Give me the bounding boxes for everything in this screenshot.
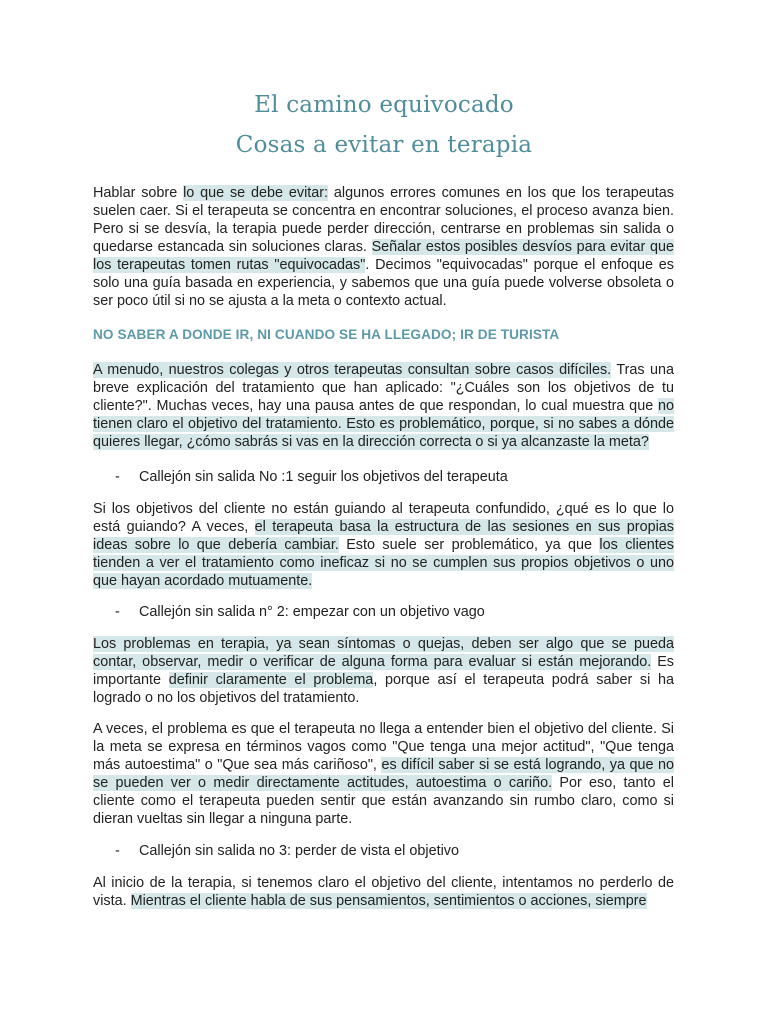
document-title: El camino equivocado bbox=[254, 92, 514, 118]
text-run: Si los objetivos del cliente no están guiando al terapeuta confundido, ¿qué es lo que lo está guiando? A veces, bbox=[93, 501, 674, 535]
bullet-dash: - bbox=[115, 469, 120, 485]
text-run: algunos errores comunes en los que los terapeutas suelen caer. Si el terapeuta se concentra en encontrar soluciones, el proceso avanza bien. Pero si se desvía, la terapia puede perder dirección, centrarse en problemas sin salida o quedarse estancada sin soluciones claras. bbox=[93, 185, 674, 255]
highlighted-text: lo que se debe evitar: bbox=[183, 185, 329, 201]
bullet-dash: - bbox=[115, 604, 120, 620]
bullet-dash: - bbox=[115, 843, 120, 859]
text-run: Esto suele ser problemático, ya que bbox=[338, 537, 600, 553]
highlighted-text: es difícil saber si se está logrando, ya que no se pueden ver o medir directamente actitudes, autoestima o cariño. bbox=[93, 757, 674, 791]
text-run: A veces, el problema es que el terapeuta no llega a entender bien el objetivo del cliente. Si la meta se expresa en términos vagos como "Que tenga una mejor actitud", "Que tenga más autoestima" o "Que sea más cariñoso", bbox=[93, 721, 674, 773]
section-heading: NO SABER A DONDE IR, NI CUANDO SE HA LLEGADO; IR DE TURISTA bbox=[93, 327, 560, 342]
list-item-text: Callejón sin salida n° 2: empezar con un objetivo vago bbox=[139, 604, 485, 620]
text-run: Tras una breve explicación del tratamiento que han aplicado: "¿Cuáles son los objetivos de tu cliente?". Muchas veces, hay una pausa antes de que respondan, lo cual muestra que bbox=[93, 362, 675, 414]
list-item bbox=[115, 842, 675, 860]
list-item bbox=[115, 603, 675, 621]
paragraph-vague-goals bbox=[93, 720, 674, 828]
paragraph-intro bbox=[93, 184, 674, 310]
text-run: Es importante bbox=[93, 654, 674, 688]
highlighted-text: el terapeuta basa la estructura de las sesiones en sus propias ideas sobre lo que debería cambiar. bbox=[93, 519, 674, 553]
highlighted-text: los clientes tienden a ver el tratamiento como ineficaz si no se cumplen sus propios objetivos o uno que hayan acordado mutuamente. bbox=[93, 537, 674, 589]
highlighted-text: no tienen claro el objetivo del tratamiento. Esto es problemático, porque, si no sabes a dónde quieres llegar, ¿cómo sabrás si vas en la dirección correcta o si ya alcanzaste la meta? bbox=[93, 398, 674, 450]
highlighted-text: Señalar estos posibles desvíos para evitar que los terapeutas tomen rutas "equivocadas" bbox=[93, 239, 674, 273]
list-item bbox=[115, 468, 675, 486]
text-run: Por eso, tanto el cliente como el terapeuta pueden sentir que están avanzando sin rumbo claro, como si dieran vueltas sin llegar a ninguna parte. bbox=[93, 775, 674, 827]
paragraph-measurable bbox=[93, 635, 674, 707]
text-run: Hablar sobre bbox=[93, 185, 184, 201]
highlighted-text: A menudo, nuestros colegas y otros terapeutas consultan sobre casos difíciles. bbox=[93, 362, 612, 378]
paragraph-goals bbox=[93, 361, 674, 451]
document-subtitle: Cosas a evitar en terapia bbox=[235, 132, 533, 158]
paragraph-lose-sight bbox=[93, 874, 674, 910]
text-run: , porque así el terapeuta podrá saber si ha logrado o no los objetivos del tratamiento. bbox=[93, 672, 675, 706]
list-item-text: Callejón sin salida No :1 seguir los objetivos del terapeuta bbox=[139, 469, 508, 485]
text-run: Al inicio de la terapia, si tenemos claro el objetivo del cliente, intentamos no perderlo de vista. bbox=[93, 875, 674, 909]
paragraph-therapist-goals bbox=[93, 500, 674, 590]
highlighted-text: definir claramente el problema bbox=[168, 672, 374, 688]
highlighted-text: Los problemas en terapia, ya sean síntomas o quejas, deben ser algo que se pueda contar, observar, medir o verificar de alguna forma para evaluar si están mejorando. bbox=[93, 636, 674, 670]
highlighted-text: Mientras el cliente habla de sus pensamientos, sentimientos o acciones, siempre bbox=[130, 893, 647, 909]
list-item-text: Callejón sin salida no 3: perder de vista el objetivo bbox=[139, 843, 459, 859]
text-run: . Decimos "equivocadas" porque el enfoque es solo una guía basada en experiencia, y sabemos que una guía puede volverse obsoleta o ser poco útil si no se ajusta a la meta o contexto actual. bbox=[93, 257, 674, 309]
